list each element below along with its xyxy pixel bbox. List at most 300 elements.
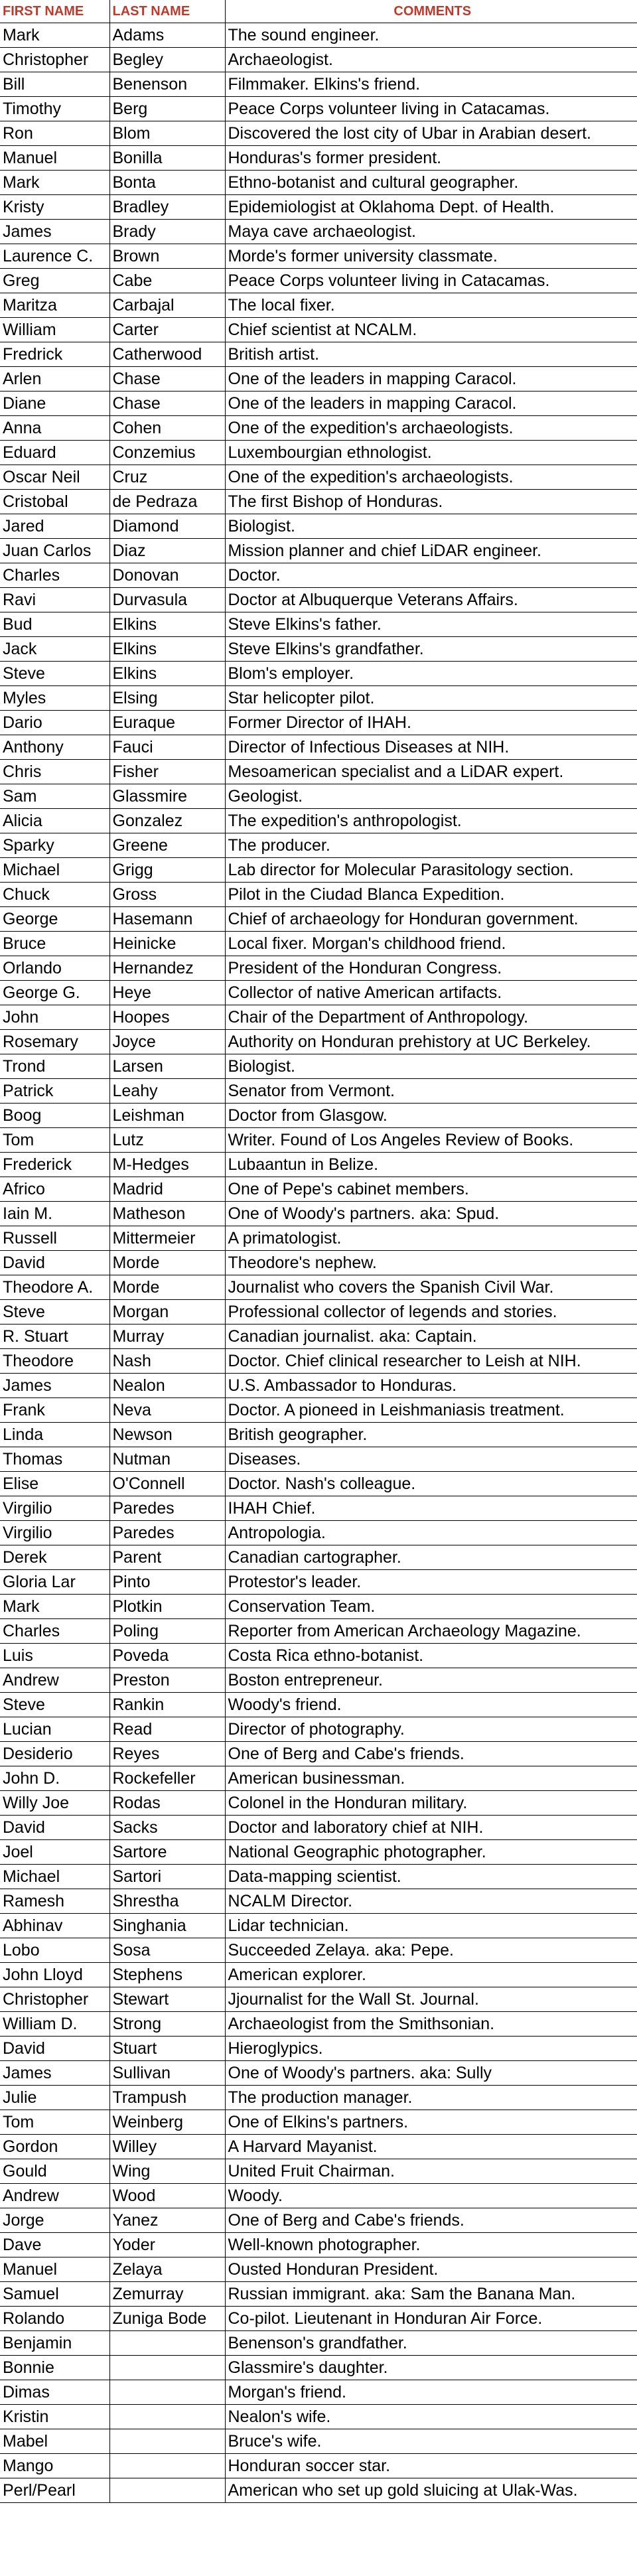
first-name-cell: Steve <box>0 1693 109 1717</box>
comment-cell: Diseases. <box>225 1447 637 1472</box>
comment-cell: Protestor's leader. <box>225 1570 637 1595</box>
comment-cell: British geographer. <box>225 1423 637 1447</box>
table-row <box>0 1570 637 1595</box>
last-name-cell: Larsen <box>109 1054 225 1079</box>
last-name-cell: Cohen <box>109 416 225 441</box>
table-row <box>0 195 637 220</box>
comment-cell: Writer. Found of Los Angeles Review of Books. <box>225 1128 637 1153</box>
first-name-header: FIRST NAME <box>0 0 109 23</box>
first-name-cell: Gloria Lar <box>0 1570 109 1595</box>
last-name-cell: Zuniga Bode <box>109 2307 225 2331</box>
first-name-cell: Chris <box>0 760 109 784</box>
table-row <box>0 1938 637 1963</box>
first-name-cell: Kristin <box>0 2405 109 2429</box>
table-row <box>0 1619 637 1644</box>
table-row <box>0 2110 637 2135</box>
comment-cell: One of Woody's partners. aka: Spud. <box>225 1202 637 1226</box>
first-name-cell: Ravi <box>0 588 109 612</box>
comment-cell: Star helicopter pilot. <box>225 686 637 711</box>
comment-cell: One of the leaders in mapping Caracol. <box>225 367 637 392</box>
first-name-cell: David <box>0 1251 109 1275</box>
last-name-cell: Matheson <box>109 1202 225 1226</box>
last-name-cell: Sartore <box>109 1840 225 1865</box>
last-name-cell: Nealon <box>109 1374 225 1398</box>
table-row <box>0 2331 637 2356</box>
first-name-cell: Sparky <box>0 833 109 858</box>
last-name-cell: Yanez <box>109 2208 225 2233</box>
comment-cell: A Harvard Mayanist. <box>225 2135 637 2159</box>
last-name-cell: Nutman <box>109 1447 225 1472</box>
table-row <box>0 1644 637 1668</box>
table-row <box>0 1816 637 1840</box>
last-name-cell: Morde <box>109 1275 225 1300</box>
table-row <box>0 392 637 416</box>
last-name-cell: Leishman <box>109 1104 225 1128</box>
comment-cell: Morde's former university classmate. <box>225 244 637 269</box>
last-name-cell: Murray <box>109 1324 225 1349</box>
table-row <box>0 220 637 244</box>
first-name-cell: Lobo <box>0 1938 109 1963</box>
last-name-cell: Willey <box>109 2135 225 2159</box>
comment-cell: Lidar technician. <box>225 1914 637 1938</box>
comment-cell: Conservation Team. <box>225 1595 637 1619</box>
table-body <box>0 23 637 2503</box>
last-name-cell: Elsing <box>109 686 225 711</box>
comment-cell: The producer. <box>225 833 637 858</box>
last-name-cell: Bonta <box>109 171 225 195</box>
first-name-cell: James <box>0 1374 109 1398</box>
last-name-cell: de Pedraza <box>109 490 225 514</box>
first-name-cell: Thomas <box>0 1447 109 1472</box>
comment-cell: Journalist who covers the Spanish Civil War. <box>225 1275 637 1300</box>
last-name-cell: Glassmire <box>109 784 225 809</box>
table-row <box>0 1447 637 1472</box>
last-name-cell: Heye <box>109 981 225 1005</box>
last-name-cell: Mittermeier <box>109 1226 225 1251</box>
comment-cell: Honduras's former president. <box>225 146 637 171</box>
first-name-cell: Derek <box>0 1545 109 1570</box>
first-name-cell: Africo <box>0 1177 109 1202</box>
table-row <box>0 637 637 662</box>
first-name-cell: Charles <box>0 563 109 588</box>
first-name-cell: Andrew <box>0 2184 109 2208</box>
last-name-cell: Adams <box>109 23 225 48</box>
comment-cell: Glassmire's daughter. <box>225 2356 637 2380</box>
table-row <box>0 981 637 1005</box>
first-name-cell: Michael <box>0 858 109 883</box>
last-name-cell: Reyes <box>109 1742 225 1766</box>
table-row <box>0 1202 637 1226</box>
table-row <box>0 1766 637 1791</box>
table-row <box>0 2429 637 2454</box>
first-name-cell: Michael <box>0 1865 109 1889</box>
last-name-cell: Morgan <box>109 1300 225 1324</box>
comment-cell: Chief scientist at NCALM. <box>225 318 637 342</box>
comments-header: COMMENTS <box>225 0 637 23</box>
comment-cell: Biologist. <box>225 514 637 539</box>
table-row <box>0 1300 637 1324</box>
last-name-cell: Stephens <box>109 1963 225 1987</box>
table-row <box>0 858 637 883</box>
first-name-cell: Tom <box>0 1128 109 1153</box>
comment-cell: Co-pilot. Lieutenant in Honduran Air Force. <box>225 2307 637 2331</box>
last-name-cell: Pinto <box>109 1570 225 1595</box>
first-name-cell: David <box>0 2037 109 2061</box>
comment-cell: British artist. <box>225 342 637 367</box>
comment-cell: Steve Elkins's grandfather. <box>225 637 637 662</box>
last-name-cell: Nash <box>109 1349 225 1374</box>
comment-cell: The local fixer. <box>225 293 637 318</box>
first-name-cell: Theodore <box>0 1349 109 1374</box>
table-row <box>0 1275 637 1300</box>
first-name-cell: Rosemary <box>0 1030 109 1054</box>
comment-cell: Luxembourgian ethnologist. <box>225 441 637 465</box>
comment-cell: President of the Honduran Congress. <box>225 956 637 981</box>
table-row <box>0 1693 637 1717</box>
last-name-cell <box>109 2405 225 2429</box>
last-name-cell: Berg <box>109 97 225 121</box>
first-name-cell: Dave <box>0 2233 109 2257</box>
last-name-cell <box>109 2478 225 2503</box>
last-name-cell: Gonzalez <box>109 809 225 833</box>
comment-cell: One of the leaders in mapping Caracol. <box>225 392 637 416</box>
first-name-cell: Sam <box>0 784 109 809</box>
last-name-cell: Newson <box>109 1423 225 1447</box>
last-name-cell: Hoopes <box>109 1005 225 1030</box>
first-name-cell: Mabel <box>0 2429 109 2454</box>
last-name-cell: Stewart <box>109 1987 225 2012</box>
table-row <box>0 1104 637 1128</box>
first-name-cell: Manuel <box>0 146 109 171</box>
last-name-cell: Strong <box>109 2012 225 2037</box>
first-name-cell: Jared <box>0 514 109 539</box>
table-row <box>0 465 637 490</box>
comment-cell: One of Pepe's cabinet members. <box>225 1177 637 1202</box>
last-name-cell: Heinicke <box>109 932 225 956</box>
last-name-cell: Sosa <box>109 1938 225 1963</box>
first-name-cell: Laurence C. <box>0 244 109 269</box>
comment-cell: The production manager. <box>225 2086 637 2110</box>
comment-cell: Reporter from American Archaeology Magazine. <box>225 1619 637 1644</box>
first-name-cell: Ramesh <box>0 1889 109 1914</box>
first-name-cell: Oscar Neil <box>0 465 109 490</box>
last-name-cell: Catherwood <box>109 342 225 367</box>
first-name-cell: John <box>0 1005 109 1030</box>
comment-cell: Theodore's nephew. <box>225 1251 637 1275</box>
table-row <box>0 1987 637 2012</box>
first-name-cell: Russell <box>0 1226 109 1251</box>
last-name-cell: Read <box>109 1717 225 1742</box>
table-row <box>0 2012 637 2037</box>
comment-cell: NCALM Director. <box>225 1889 637 1914</box>
comment-cell: Canadian cartographer. <box>225 1545 637 1570</box>
comment-cell: Doctor. A pioneed in Leishmaniasis treatment. <box>225 1398 637 1423</box>
comment-cell: Discovered the lost city of Ubar in Arabian desert. <box>225 121 637 146</box>
table-row <box>0 146 637 171</box>
table-row <box>0 2454 637 2478</box>
first-name-cell: Maritza <box>0 293 109 318</box>
comment-cell: Local fixer. Morgan's childhood friend. <box>225 932 637 956</box>
first-name-cell: Kristy <box>0 195 109 220</box>
last-name-cell: Plotkin <box>109 1595 225 1619</box>
comment-cell: Lab director for Molecular Parasitology section. <box>225 858 637 883</box>
last-name-cell: Carbajal <box>109 293 225 318</box>
last-name-cell <box>109 2331 225 2356</box>
table-row <box>0 1889 637 1914</box>
table-row <box>0 2184 637 2208</box>
first-name-cell: Patrick <box>0 1079 109 1104</box>
last-name-cell: Morde <box>109 1251 225 1275</box>
table-row <box>0 735 637 760</box>
first-name-cell: Steve <box>0 1300 109 1324</box>
table-row <box>0 2282 637 2307</box>
last-name-cell: Parent <box>109 1545 225 1570</box>
table-row <box>0 1153 637 1177</box>
first-name-cell: Luis <box>0 1644 109 1668</box>
table-row <box>0 612 637 637</box>
comment-cell: American explorer. <box>225 1963 637 1987</box>
first-name-cell: Theodore A. <box>0 1275 109 1300</box>
last-name-cell: Weinberg <box>109 2110 225 2135</box>
first-name-cell: Manuel <box>0 2257 109 2282</box>
last-name-cell: Poling <box>109 1619 225 1644</box>
last-name-cell: Rodas <box>109 1791 225 1816</box>
comment-cell: Canadian journalist. aka: Captain. <box>225 1324 637 1349</box>
last-name-cell: Preston <box>109 1668 225 1693</box>
first-name-cell: Bud <box>0 612 109 637</box>
comment-cell: One of Elkins's partners. <box>225 2110 637 2135</box>
last-name-cell <box>109 2356 225 2380</box>
table-row <box>0 662 637 686</box>
first-name-cell: Eduard <box>0 441 109 465</box>
first-name-cell: Myles <box>0 686 109 711</box>
last-name-cell: Begley <box>109 48 225 72</box>
last-name-cell: Chase <box>109 392 225 416</box>
comment-cell: Authority on Honduran prehistory at UC Berkeley. <box>225 1030 637 1054</box>
table-row <box>0 1545 637 1570</box>
table-row <box>0 1472 637 1496</box>
comment-cell: Costa Rica ethno-botanist. <box>225 1644 637 1668</box>
table-row <box>0 514 637 539</box>
last-name-cell: M-Hedges <box>109 1153 225 1177</box>
last-name-cell: Diaz <box>109 539 225 563</box>
first-name-cell: Joel <box>0 1840 109 1865</box>
first-name-cell: Boog <box>0 1104 109 1128</box>
first-name-cell: Linda <box>0 1423 109 1447</box>
table-row <box>0 1374 637 1398</box>
table-row <box>0 686 637 711</box>
first-name-cell: Willy Joe <box>0 1791 109 1816</box>
first-name-cell: Dimas <box>0 2380 109 2405</box>
first-name-cell: Alicia <box>0 809 109 833</box>
comment-cell: Chair of the Department of Anthropology. <box>225 1005 637 1030</box>
first-name-cell: Lucian <box>0 1717 109 1742</box>
table-row <box>0 932 637 956</box>
table-row <box>0 1177 637 1202</box>
first-name-cell: Gordon <box>0 2135 109 2159</box>
first-name-cell: William <box>0 318 109 342</box>
comment-cell: Director of Infectious Diseases at NIH. <box>225 735 637 760</box>
first-name-cell: Elise <box>0 1472 109 1496</box>
comment-cell: Pilot in the Ciudad Blanca Expedition. <box>225 883 637 907</box>
comment-cell: Archaeologist from the Smithsonian. <box>225 2012 637 2037</box>
table-row <box>0 171 637 195</box>
last-name-cell: Lutz <box>109 1128 225 1153</box>
comment-cell: Biologist. <box>225 1054 637 1079</box>
comment-cell: The first Bishop of Honduras. <box>225 490 637 514</box>
table-row <box>0 1349 637 1374</box>
last-name-cell: Brady <box>109 220 225 244</box>
last-name-cell: Joyce <box>109 1030 225 1054</box>
table-row <box>0 1717 637 1742</box>
table-row <box>0 711 637 735</box>
last-name-cell: Shrestha <box>109 1889 225 1914</box>
comment-cell: National Geographic photographer. <box>225 1840 637 1865</box>
table-row <box>0 1005 637 1030</box>
table-row <box>0 2037 637 2061</box>
comment-cell: The expedition's anthropologist. <box>225 809 637 833</box>
comment-cell: Geologist. <box>225 784 637 809</box>
first-name-cell: John Lloyd <box>0 1963 109 1987</box>
last-name-cell: Leahy <box>109 1079 225 1104</box>
comment-cell: Mesoamerican specialist and a LiDAR expert. <box>225 760 637 784</box>
table-row <box>0 2380 637 2405</box>
last-name-cell: Zelaya <box>109 2257 225 2282</box>
comment-cell: Senator from Vermont. <box>225 1079 637 1104</box>
comment-cell: Hieroglypics. <box>225 2037 637 2061</box>
first-name-cell: Greg <box>0 269 109 293</box>
table-row <box>0 1054 637 1079</box>
table-row <box>0 269 637 293</box>
last-name-cell: Blom <box>109 121 225 146</box>
first-name-cell: Perl/Pearl <box>0 2478 109 2503</box>
last-name-cell: Elkins <box>109 662 225 686</box>
table-row <box>0 760 637 784</box>
comment-cell: One of Berg and Cabe's friends. <box>225 2208 637 2233</box>
last-name-cell <box>109 2454 225 2478</box>
first-name-cell: James <box>0 220 109 244</box>
comment-cell: Ethno-botanist and cultural geographer. <box>225 171 637 195</box>
comment-cell: Ousted Honduran President. <box>225 2257 637 2282</box>
last-name-cell: O'Connell <box>109 1472 225 1496</box>
comment-cell: One of Berg and Cabe's friends. <box>225 1742 637 1766</box>
table-row <box>0 588 637 612</box>
comment-cell: Professional collector of legends and stories. <box>225 1300 637 1324</box>
last-name-cell: Euraque <box>109 711 225 735</box>
table-row <box>0 2307 637 2331</box>
last-name-cell <box>109 2429 225 2454</box>
first-name-cell: R. Stuart <box>0 1324 109 1349</box>
comment-cell: U.S. Ambassador to Honduras. <box>225 1374 637 1398</box>
table-row <box>0 2135 637 2159</box>
first-name-cell: Desiderio <box>0 1742 109 1766</box>
table-row <box>0 416 637 441</box>
comment-cell: Antropologia. <box>225 1521 637 1545</box>
table-row <box>0 490 637 514</box>
comment-cell: Doctor from Glasgow. <box>225 1104 637 1128</box>
comment-cell: Doctor at Albuquerque Veterans Affairs. <box>225 588 637 612</box>
last-name-cell: Sullivan <box>109 2061 225 2086</box>
first-name-cell: Jack <box>0 637 109 662</box>
first-name-cell: Gould <box>0 2159 109 2184</box>
comment-cell: Colonel in the Honduran military. <box>225 1791 637 1816</box>
table-row <box>0 883 637 907</box>
table-row <box>0 1251 637 1275</box>
table-row <box>0 1791 637 1816</box>
first-name-cell: Trond <box>0 1054 109 1079</box>
comment-cell: Honduran soccer star. <box>225 2454 637 2478</box>
table-row <box>0 1423 637 1447</box>
last-name-cell: Greene <box>109 833 225 858</box>
last-name-cell: Poveda <box>109 1644 225 1668</box>
table-row <box>0 539 637 563</box>
table-row <box>0 1128 637 1153</box>
comment-cell: Woody. <box>225 2184 637 2208</box>
last-name-cell: Neva <box>109 1398 225 1423</box>
comment-cell: Director of photography. <box>225 1717 637 1742</box>
last-name-cell: Elkins <box>109 637 225 662</box>
comment-cell: Peace Corps volunteer living in Catacamas. <box>225 97 637 121</box>
last-name-cell: Grigg <box>109 858 225 883</box>
table-row <box>0 121 637 146</box>
first-name-cell: Fredrick <box>0 342 109 367</box>
comment-cell: American businessman. <box>225 1766 637 1791</box>
table-row <box>0 48 637 72</box>
last-name-cell: Cabe <box>109 269 225 293</box>
first-name-cell: Christopher <box>0 48 109 72</box>
first-name-cell: John D. <box>0 1766 109 1791</box>
first-name-cell: Abhinav <box>0 1914 109 1938</box>
comment-cell: IHAH Chief. <box>225 1496 637 1521</box>
first-name-cell: Cristobal <box>0 490 109 514</box>
table-row <box>0 907 637 932</box>
comment-cell: Collector of native American artifacts. <box>225 981 637 1005</box>
table-row <box>0 367 637 392</box>
comment-cell: Well-known photographer. <box>225 2233 637 2257</box>
first-name-cell: Bill <box>0 72 109 97</box>
table-row <box>0 318 637 342</box>
last-name-cell: Conzemius <box>109 441 225 465</box>
comment-cell: Lubaantun in Belize. <box>225 1153 637 1177</box>
last-name-cell: Hasemann <box>109 907 225 932</box>
table-row <box>0 1742 637 1766</box>
table-row <box>0 72 637 97</box>
first-name-cell: Frederick <box>0 1153 109 1177</box>
comment-cell: Benenson's grandfather. <box>225 2331 637 2356</box>
header-row <box>0 0 637 23</box>
table-row <box>0 956 637 981</box>
comment-cell: Former Director of IHAH. <box>225 711 637 735</box>
comment-cell: Boston entrepreneur. <box>225 1668 637 1693</box>
last-name-cell: Benenson <box>109 72 225 97</box>
first-name-cell: James <box>0 2061 109 2086</box>
last-name-cell: Gross <box>109 883 225 907</box>
first-name-cell: William D. <box>0 2012 109 2037</box>
table-row <box>0 2208 637 2233</box>
last-name-cell: Cruz <box>109 465 225 490</box>
first-name-cell: Benjamin <box>0 2331 109 2356</box>
last-name-cell: Trampush <box>109 2086 225 2110</box>
last-name-cell: Durvasula <box>109 588 225 612</box>
table-row <box>0 244 637 269</box>
table-row <box>0 97 637 121</box>
last-name-cell: Fisher <box>109 760 225 784</box>
table-row <box>0 2159 637 2184</box>
last-name-cell: Chase <box>109 367 225 392</box>
table-row <box>0 1914 637 1938</box>
table-row <box>0 2086 637 2110</box>
table-row <box>0 1398 637 1423</box>
